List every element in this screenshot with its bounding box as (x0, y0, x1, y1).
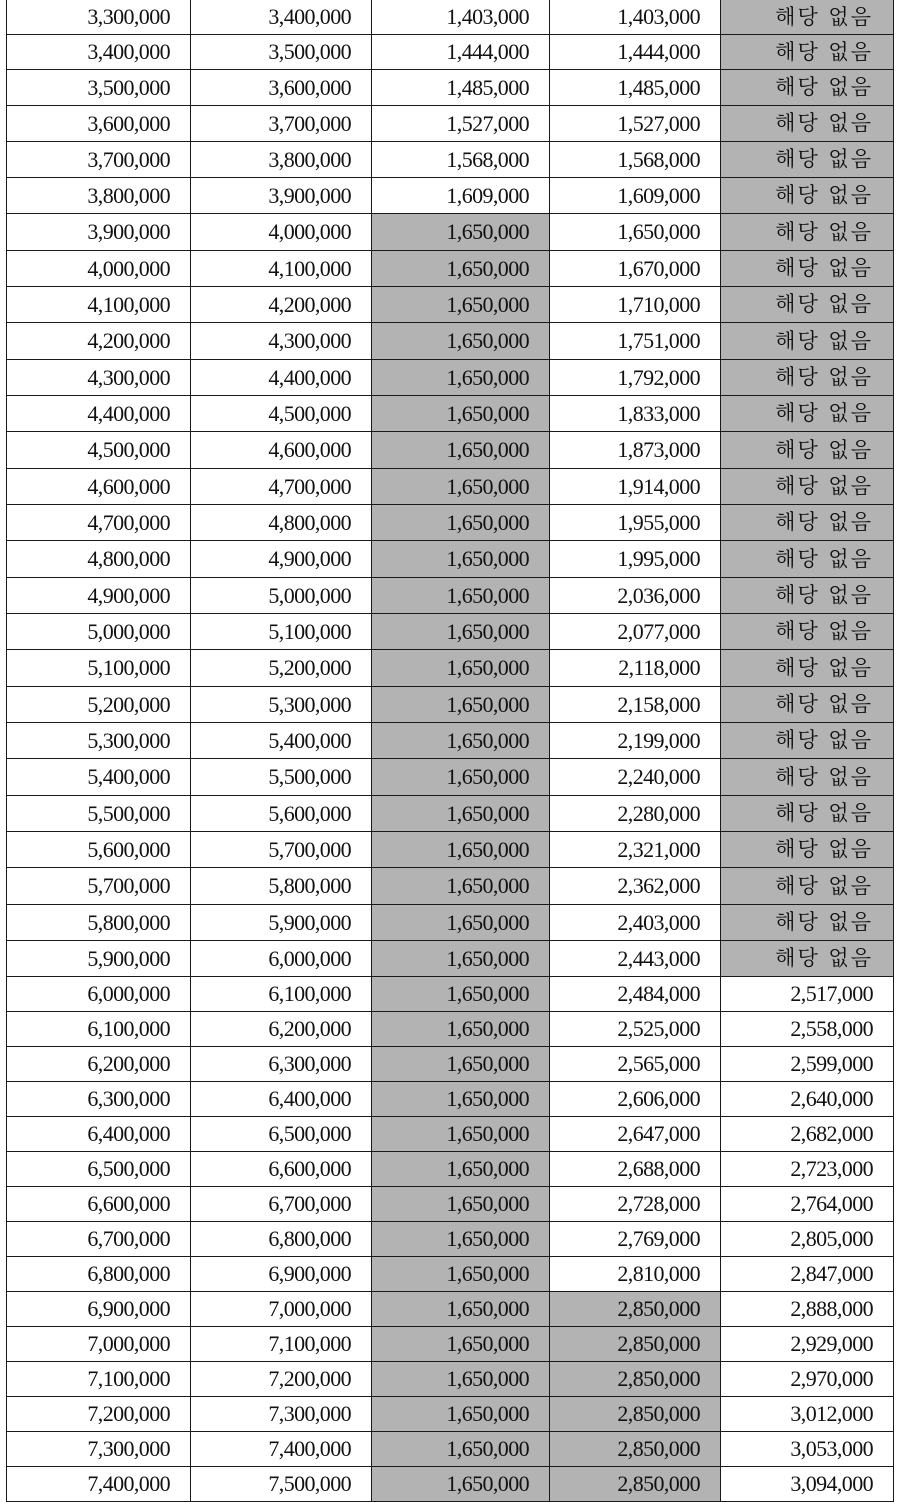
table-cell: 2,158,000 (550, 687, 721, 723)
table-cell: 6,000,000 (7, 977, 191, 1012)
table-cell: 해당 없음 (721, 941, 894, 977)
table-cell: 6,200,000 (191, 1012, 372, 1047)
table-row (7, 905, 894, 941)
table-cell: 1,650,000 (372, 396, 550, 432)
table-cell: 1,650,000 (372, 505, 550, 541)
table-cell: 해당 없음 (721, 360, 894, 396)
table-cell: 7,300,000 (191, 1397, 372, 1432)
table-cell: 3,012,000 (721, 1397, 894, 1432)
table-row (7, 687, 894, 723)
table-cell: 6,300,000 (7, 1082, 191, 1117)
table-cell: 5,900,000 (191, 905, 372, 941)
table-row (7, 1222, 894, 1257)
table-cell: 해당 없음 (721, 723, 894, 759)
table-cell: 2,403,000 (550, 905, 721, 941)
table-cell: 2,647,000 (550, 1117, 721, 1152)
table-cell: 1,650,000 (372, 360, 550, 396)
table-cell: 해당 없음 (721, 541, 894, 578)
table-row (7, 541, 894, 578)
table-cell: 6,300,000 (191, 1047, 372, 1082)
table-row (7, 1327, 894, 1362)
table-cell: 7,400,000 (191, 1432, 372, 1467)
table-cell: 해당 없음 (721, 505, 894, 541)
table-cell: 3,800,000 (191, 142, 372, 178)
table-row (7, 70, 894, 106)
table-cell: 2,850,000 (550, 1362, 721, 1397)
table-cell: 1,650,000 (372, 905, 550, 941)
table-cell: 1,650,000 (372, 251, 550, 287)
table-cell: 5,600,000 (191, 796, 372, 832)
table-row (7, 396, 894, 432)
table-cell: 1,650,000 (372, 650, 550, 687)
table-cell: 1,650,000 (372, 1397, 550, 1432)
table-cell: 4,000,000 (7, 251, 191, 287)
table-cell: 3,400,000 (7, 35, 191, 70)
table-row (7, 1117, 894, 1152)
table-cell: 6,700,000 (191, 1187, 372, 1222)
table-cell: 해당 없음 (721, 905, 894, 941)
table-cell: 4,100,000 (191, 251, 372, 287)
table-cell: 4,600,000 (7, 469, 191, 505)
table-cell: 해당 없음 (721, 868, 894, 905)
table-cell: 1,650,000 (372, 759, 550, 796)
table-cell: 2,688,000 (550, 1152, 721, 1187)
table-cell: 1,650,000 (372, 832, 550, 868)
table-cell: 3,900,000 (7, 214, 191, 251)
table-cell: 5,600,000 (7, 832, 191, 868)
table-cell: 1,403,000 (550, 0, 721, 35)
table-cell: 1,792,000 (550, 360, 721, 396)
table-cell: 1,485,000 (550, 70, 721, 106)
table-cell: 3,300,000 (7, 0, 191, 35)
table-cell: 4,800,000 (7, 541, 191, 578)
table-cell: 4,200,000 (7, 323, 191, 360)
table-cell: 해당 없음 (721, 287, 894, 323)
table-cell: 4,400,000 (191, 360, 372, 396)
table-cell: 7,000,000 (191, 1292, 372, 1327)
table-cell: 6,200,000 (7, 1047, 191, 1082)
table-cell: 2,565,000 (550, 1047, 721, 1082)
table-cell: 7,100,000 (191, 1327, 372, 1362)
table-cell: 해당 없음 (721, 469, 894, 505)
table-row (7, 614, 894, 650)
table-cell: 7,200,000 (191, 1362, 372, 1397)
table-cell: 1,650,000 (372, 1082, 550, 1117)
table-row (7, 178, 894, 214)
table-row (7, 35, 894, 70)
table-cell: 해당 없음 (721, 106, 894, 142)
table-cell: 6,500,000 (191, 1117, 372, 1152)
table-cell: 5,900,000 (7, 941, 191, 977)
table-cell: 4,500,000 (7, 432, 191, 469)
table-cell: 1,650,000 (372, 287, 550, 323)
table-cell: 1,650,000 (372, 1432, 550, 1467)
table-cell: 4,700,000 (7, 505, 191, 541)
table-cell: 2,640,000 (721, 1082, 894, 1117)
table-cell: 5,400,000 (191, 723, 372, 759)
table-cell: 2,484,000 (550, 977, 721, 1012)
table-cell: 1,650,000 (372, 1292, 550, 1327)
table-cell: 해당 없음 (721, 178, 894, 214)
table-cell: 6,600,000 (191, 1152, 372, 1187)
table-cell: 해당 없음 (721, 796, 894, 832)
table-cell: 7,100,000 (7, 1362, 191, 1397)
table-cell: 4,400,000 (7, 396, 191, 432)
table-cell: 2,764,000 (721, 1187, 894, 1222)
table-cell: 해당 없음 (721, 35, 894, 70)
table-cell: 1,650,000 (372, 214, 550, 251)
table-cell: 5,800,000 (191, 868, 372, 905)
table-cell: 1,650,000 (372, 1362, 550, 1397)
table-cell: 해당 없음 (721, 578, 894, 614)
table-cell: 2,118,000 (550, 650, 721, 687)
table-cell: 3,053,000 (721, 1432, 894, 1467)
table-cell: 6,000,000 (191, 941, 372, 977)
table-row (7, 723, 894, 759)
table-cell: 1,650,000 (372, 541, 550, 578)
table-row (7, 796, 894, 832)
table-cell: 3,700,000 (7, 142, 191, 178)
table-cell: 1,650,000 (372, 723, 550, 759)
table-cell: 1,650,000 (372, 1152, 550, 1187)
table-cell: 4,300,000 (191, 323, 372, 360)
table-cell: 2,850,000 (550, 1467, 721, 1502)
table-cell: 3,900,000 (191, 178, 372, 214)
table-cell: 6,400,000 (7, 1117, 191, 1152)
table-cell: 6,600,000 (7, 1187, 191, 1222)
table-cell: 해당 없음 (721, 832, 894, 868)
table-cell: 5,500,000 (7, 796, 191, 832)
table-cell: 2,517,000 (721, 977, 894, 1012)
table-cell: 해당 없음 (721, 614, 894, 650)
table-cell: 1,650,000 (372, 578, 550, 614)
table-cell: 1,568,000 (550, 142, 721, 178)
table-row (7, 469, 894, 505)
table-cell: 2,850,000 (550, 1327, 721, 1362)
table-row (7, 1467, 894, 1502)
table-cell: 5,100,000 (191, 614, 372, 650)
table-cell: 1,527,000 (372, 106, 550, 142)
table-cell: 1,609,000 (550, 178, 721, 214)
table-cell: 해당 없음 (721, 214, 894, 251)
table-cell: 1,650,000 (372, 1012, 550, 1047)
table-cell: 2,280,000 (550, 796, 721, 832)
table-cell: 3,400,000 (191, 0, 372, 35)
table-cell: 3,500,000 (7, 70, 191, 106)
table-cell: 5,000,000 (191, 578, 372, 614)
table-row (7, 868, 894, 905)
table-cell: 7,500,000 (191, 1467, 372, 1502)
table-row (7, 106, 894, 142)
table-cell: 2,321,000 (550, 832, 721, 868)
table-cell: 4,000,000 (191, 214, 372, 251)
table-cell: 2,682,000 (721, 1117, 894, 1152)
table-cell: 해당 없음 (721, 687, 894, 723)
table-cell: 1,650,000 (372, 614, 550, 650)
table-cell: 해당 없음 (721, 70, 894, 106)
table-cell: 3,600,000 (7, 106, 191, 142)
table-cell: 3,600,000 (191, 70, 372, 106)
table-cell: 2,558,000 (721, 1012, 894, 1047)
table-cell: 2,728,000 (550, 1187, 721, 1222)
table-cell: 4,600,000 (191, 432, 372, 469)
table-cell: 1,955,000 (550, 505, 721, 541)
table-cell: 7,200,000 (7, 1397, 191, 1432)
table-cell: 2,769,000 (550, 1222, 721, 1257)
table-cell: 1,650,000 (372, 432, 550, 469)
table-cell: 5,300,000 (7, 723, 191, 759)
table-cell: 6,100,000 (7, 1012, 191, 1047)
table-row (7, 1047, 894, 1082)
table-cell: 2,199,000 (550, 723, 721, 759)
table-row (7, 505, 894, 541)
table-cell: 1,914,000 (550, 469, 721, 505)
table-container (6, 0, 894, 1502)
table-row (7, 1152, 894, 1187)
table-cell: 2,362,000 (550, 868, 721, 905)
table-cell: 1,751,000 (550, 323, 721, 360)
table-cell: 2,036,000 (550, 578, 721, 614)
table-cell: 1,485,000 (372, 70, 550, 106)
table-cell: 4,300,000 (7, 360, 191, 396)
table-cell: 2,240,000 (550, 759, 721, 796)
table-cell: 2,888,000 (721, 1292, 894, 1327)
table-row (7, 287, 894, 323)
table-cell: 1,650,000 (372, 323, 550, 360)
table-cell: 1,527,000 (550, 106, 721, 142)
table-cell: 1,650,000 (372, 687, 550, 723)
table-cell: 3,700,000 (191, 106, 372, 142)
table-row (7, 1397, 894, 1432)
table-row (7, 251, 894, 287)
table-cell: 1,650,000 (372, 977, 550, 1012)
table-row (7, 323, 894, 360)
table-cell: 1,650,000 (372, 1047, 550, 1082)
table-cell: 5,200,000 (191, 650, 372, 687)
table-cell: 해당 없음 (721, 396, 894, 432)
table-row (7, 432, 894, 469)
table-cell: 1,833,000 (550, 396, 721, 432)
table-cell: 4,900,000 (191, 541, 372, 578)
table-cell: 5,100,000 (7, 650, 191, 687)
table-cell: 7,300,000 (7, 1432, 191, 1467)
table-cell: 1,710,000 (550, 287, 721, 323)
table-cell: 1,650,000 (372, 796, 550, 832)
table-cell: 5,700,000 (191, 832, 372, 868)
table-cell: 6,800,000 (7, 1257, 191, 1292)
table-row (7, 1257, 894, 1292)
table-row (7, 1292, 894, 1327)
amount-table (6, 0, 894, 1502)
table-cell: 4,200,000 (191, 287, 372, 323)
table-cell: 4,700,000 (191, 469, 372, 505)
table-cell: 2,525,000 (550, 1012, 721, 1047)
table-cell: 1,650,000 (372, 1222, 550, 1257)
table-cell: 7,400,000 (7, 1467, 191, 1502)
table-cell: 2,599,000 (721, 1047, 894, 1082)
table-cell: 1,568,000 (372, 142, 550, 178)
table-row (7, 578, 894, 614)
table-body (7, 0, 894, 1502)
table-cell: 2,723,000 (721, 1152, 894, 1187)
table-cell: 1,670,000 (550, 251, 721, 287)
table-cell: 7,000,000 (7, 1327, 191, 1362)
table-cell: 6,400,000 (191, 1082, 372, 1117)
table-cell: 1,873,000 (550, 432, 721, 469)
table-cell: 5,400,000 (7, 759, 191, 796)
table-cell: 1,444,000 (372, 35, 550, 70)
table-cell: 해당 없음 (721, 0, 894, 35)
table-cell: 1,650,000 (372, 868, 550, 905)
table-cell: 4,800,000 (191, 505, 372, 541)
table-cell: 1,650,000 (372, 469, 550, 505)
table-cell: 해당 없음 (721, 650, 894, 687)
table-cell: 3,500,000 (191, 35, 372, 70)
table-cell: 3,800,000 (7, 178, 191, 214)
table-cell: 1,650,000 (550, 214, 721, 251)
table-cell: 5,200,000 (7, 687, 191, 723)
table-row (7, 360, 894, 396)
table-row (7, 1362, 894, 1397)
table-cell: 2,929,000 (721, 1327, 894, 1362)
table-cell: 1,609,000 (372, 178, 550, 214)
table-cell: 5,500,000 (191, 759, 372, 796)
table-cell: 2,805,000 (721, 1222, 894, 1257)
table-cell: 3,094,000 (721, 1467, 894, 1502)
table-cell: 5,300,000 (191, 687, 372, 723)
table-cell: 6,900,000 (7, 1292, 191, 1327)
table-cell: 해당 없음 (721, 759, 894, 796)
table-row (7, 977, 894, 1012)
table-cell: 6,800,000 (191, 1222, 372, 1257)
table-cell: 4,100,000 (7, 287, 191, 323)
table-row (7, 941, 894, 977)
table-row (7, 759, 894, 796)
table-cell: 1,650,000 (372, 1257, 550, 1292)
table-row (7, 1082, 894, 1117)
table-cell: 6,700,000 (7, 1222, 191, 1257)
table-row (7, 832, 894, 868)
table-row (7, 650, 894, 687)
table-cell: 2,847,000 (721, 1257, 894, 1292)
table-row (7, 0, 894, 35)
table-cell: 6,500,000 (7, 1152, 191, 1187)
table-cell: 2,606,000 (550, 1082, 721, 1117)
table-cell: 해당 없음 (721, 432, 894, 469)
table-row (7, 214, 894, 251)
table-cell: 1,650,000 (372, 1117, 550, 1152)
table-cell: 1,650,000 (372, 941, 550, 977)
table-cell: 2,850,000 (550, 1292, 721, 1327)
table-cell: 5,700,000 (7, 868, 191, 905)
table-cell: 해당 없음 (721, 251, 894, 287)
table-cell: 해당 없음 (721, 323, 894, 360)
table-cell: 2,850,000 (550, 1432, 721, 1467)
table-cell: 1,650,000 (372, 1187, 550, 1222)
table-row (7, 1187, 894, 1222)
table-cell: 4,500,000 (191, 396, 372, 432)
table-cell: 2,077,000 (550, 614, 721, 650)
table-row (7, 1432, 894, 1467)
table-cell: 2,850,000 (550, 1397, 721, 1432)
table-cell: 4,900,000 (7, 578, 191, 614)
table-cell: 1,650,000 (372, 1467, 550, 1502)
table-cell: 5,800,000 (7, 905, 191, 941)
table-cell: 해당 없음 (721, 142, 894, 178)
table-row (7, 142, 894, 178)
table-cell: 1,403,000 (372, 0, 550, 35)
table-cell: 2,443,000 (550, 941, 721, 977)
table-cell: 6,100,000 (191, 977, 372, 1012)
table-cell: 1,444,000 (550, 35, 721, 70)
table-cell: 5,000,000 (7, 614, 191, 650)
table-cell: 2,970,000 (721, 1362, 894, 1397)
table-cell: 1,650,000 (372, 1327, 550, 1362)
table-cell: 6,900,000 (191, 1257, 372, 1292)
table-cell: 1,995,000 (550, 541, 721, 578)
table-row (7, 1012, 894, 1047)
table-cell: 2,810,000 (550, 1257, 721, 1292)
